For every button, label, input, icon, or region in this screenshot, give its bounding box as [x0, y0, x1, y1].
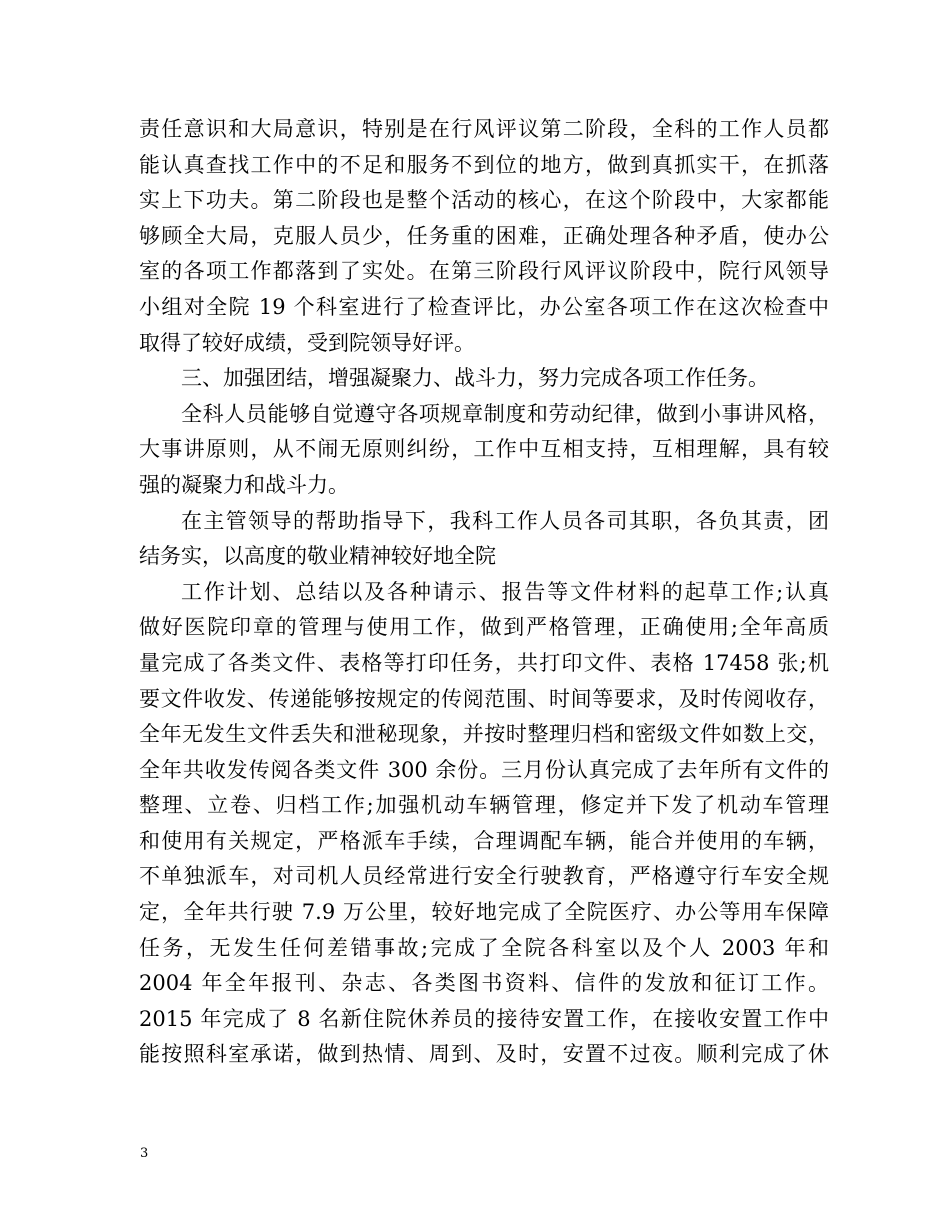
text-line: 三、加强团结，增强凝聚力、战斗力，努力完成各项工作任务。: [181, 366, 769, 391]
text-line: 任务，无发生任何差错事故;完成了全院各科室以及个人 2003 年和: [139, 935, 829, 960]
text-line: 不单独派车，对司机人员经常进行安全行驶教育，严格遵守行车安全规: [139, 864, 829, 889]
text-line: 大事讲原则，从不闹无原则纠纷，工作中互相支持，互相理解，具有较: [139, 437, 829, 462]
text-line: 室的各项工作都落到了实处。在第三阶段行风评议阶段中，院行风领导: [139, 259, 829, 284]
document-body: [139, 112, 829, 1073]
text-line: 取得了较好成绩，受到院领导好评。: [139, 330, 475, 355]
text-line: 定，全年共行驶 7.9 万公里，较好地完成了全院医疗、办公等用车保障: [139, 900, 829, 925]
text-line: 2004 年全年报刊、杂志、各类图书资料、信件的发放和征订工作。: [139, 971, 829, 996]
text-line: 做好医院印章的管理与使用工作，做到严格管理，正确使用;全年高质: [139, 615, 829, 640]
text-line: 小组对全院 19 个科室进行了检查评比，办公室各项工作在这次检查中: [139, 294, 829, 319]
text-line: 够顾全大局，克服人员少，任务重的困难，正确处理各种矛盾，使办公: [139, 223, 829, 248]
text-line: 要文件收发、传递能够按规定的传阅范围、时间等要求，及时传阅收存，: [139, 686, 829, 711]
text-line: 整理、立卷、归档工作;加强机动车辆管理，修定并下发了机动车管理: [139, 793, 829, 818]
text-line: 在主管领导的帮助指导下，我科工作人员各司其职，各负其责，团: [181, 508, 829, 533]
text-line: 全年共收发传阅各类文件 300 余份。三月份认真完成了去年所有文件的: [139, 757, 829, 782]
text-line: 和使用有关规定，严格派车手续，合理调配车辆，能合并使用的车辆，: [139, 828, 829, 853]
text-line: 全科人员能够自觉遵守各项规章制度和劳动纪律，做到小事讲风格，: [181, 401, 829, 426]
text-line: 2015 年完成了 8 名新住院休养员的接待安置工作，在接收安置工作中: [139, 1006, 829, 1031]
text-line: 结务实，以高度的敬业精神较好地全院: [139, 544, 496, 569]
text-line: 实上下功夫。第二阶段也是整个活动的核心，在这个阶段中，大家都能: [139, 188, 829, 213]
page-number: 3: [140, 1146, 149, 1161]
text-line: 能认真查找工作中的不足和服务不到位的地方，做到真抓实干，在抓落: [139, 152, 829, 177]
text-line: 工作计划、总结以及各种请示、报告等文件材料的起草工作;认真: [181, 579, 829, 604]
text-line: 全年无发生文件丢失和泄秘现象，并按时整理归档和密级文件如数上交，: [139, 722, 829, 747]
text-line: 能按照科室承诺，做到热情、周到、及时，安置不过夜。顺利完成了休: [139, 1042, 829, 1067]
text-line: 强的凝聚力和战斗力。: [139, 472, 349, 497]
text-line: 责任意识和大局意识，特别是在行风评议第二阶段，全科的工作人员都: [139, 117, 829, 141]
text-line: 量完成了各类文件、表格等打印任务，共打印文件、表格 17458 张;机: [139, 650, 829, 675]
